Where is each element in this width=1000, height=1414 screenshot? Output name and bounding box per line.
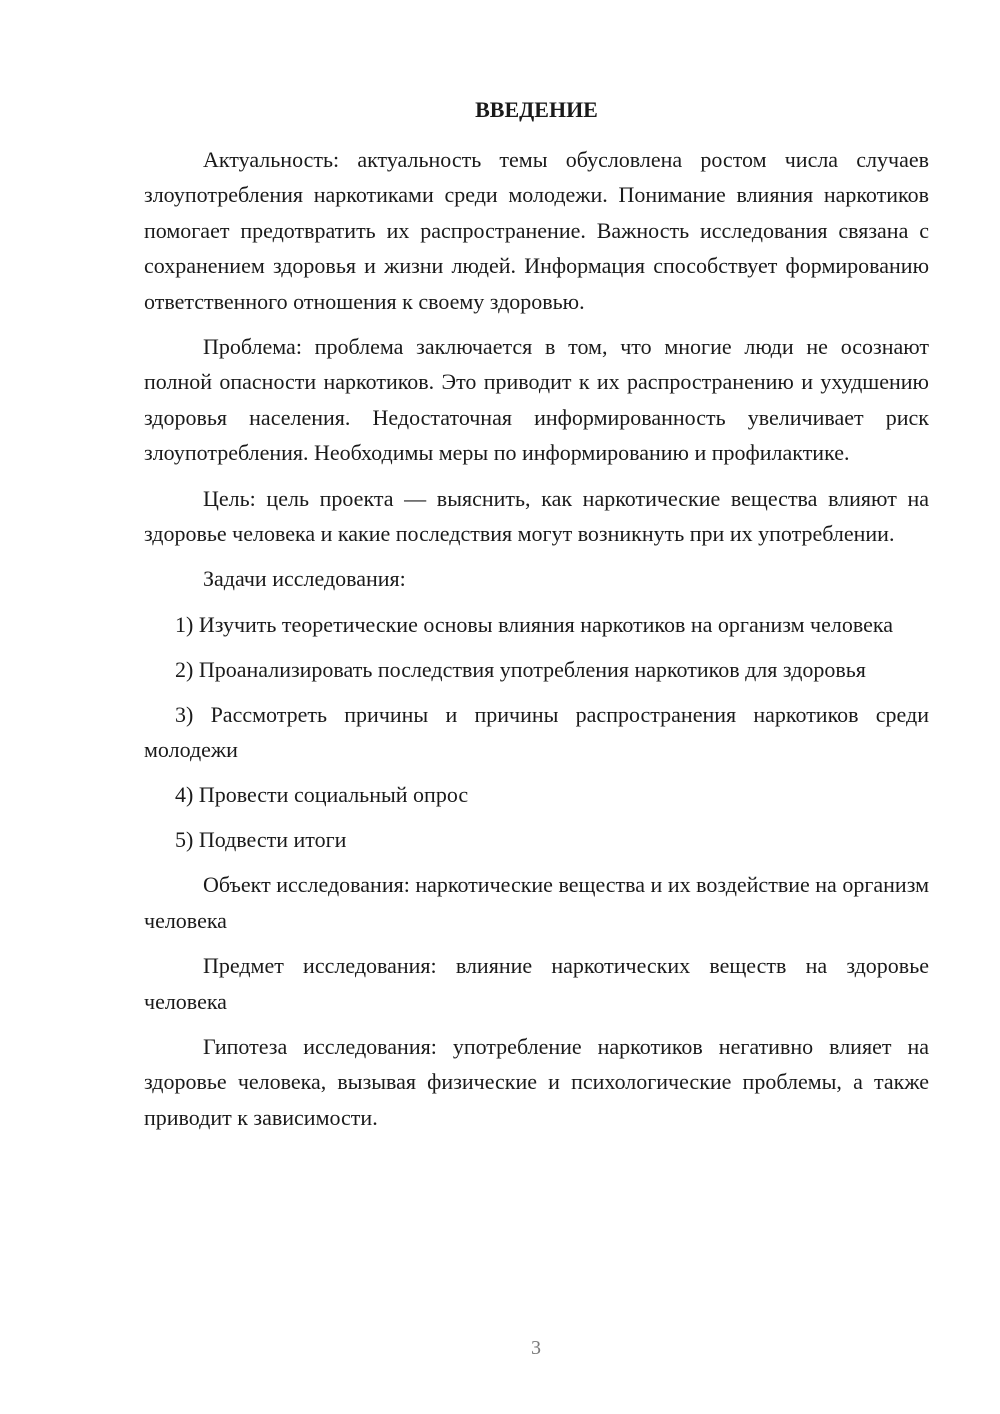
hypothesis-paragraph: Гипотеза исследования: употребление наркотиков негативно влияет на здоровье человека, вызывая физические и психологические проблемы, а также приводит к зависимости. <box>144 1033 929 1130</box>
document-body <box>144 95 929 1145</box>
object-paragraph: Объект исследования: наркотические вещества и их воздействие на организм человека <box>144 872 929 933</box>
page-number: 3 <box>531 1337 541 1359</box>
task-item-5: 5) Подвести итоги <box>175 827 347 853</box>
task-item-1: 1) Изучить теоретические основы влияния наркотиков на организм человека <box>175 611 894 637</box>
section-title: ВВЕДЕНИЕ <box>475 97 598 122</box>
task-item-4: 4) Провести социальный опрос <box>175 782 469 808</box>
relevance-paragraph: Актуальность: актуальность темы обусловлена ростом числа случаев злоупотребления наркотиками среди молодежи. Понимание влияния наркотиков помогает предотвратить их распространение. Важность исследования связана с сохранением здоровья и жизни людей. Информация способствует формированию ответственного отношения к своему здоровью. <box>144 147 929 314</box>
goal-paragraph: Цель: цель проекта — выяснить, как наркотические вещества влияют на здоровье человека и какие последствия могут возникнуть при их употреблении. <box>144 485 929 547</box>
subject-paragraph: Предмет исследования: влияние наркотических веществ на здоровье человека <box>144 953 929 1014</box>
tasks-heading: Задачи исследования: <box>203 566 406 592</box>
task-item-3: 3) Рассмотреть причины и причины распространения наркотиков среди молодежи <box>144 701 929 763</box>
problem-paragraph: Проблема: проблема заключается в том, что многие люди не осознают полной опасности наркотиков. Это приводит к их распространению и ухудшению здоровья населения. Недостаточная информированность увеличивает риск злоупотребления. Необходимы меры по информированию и профилактике. <box>144 334 929 466</box>
task-item-2: 2) Проанализировать последствия употребления наркотиков для здоровья <box>175 656 866 682</box>
